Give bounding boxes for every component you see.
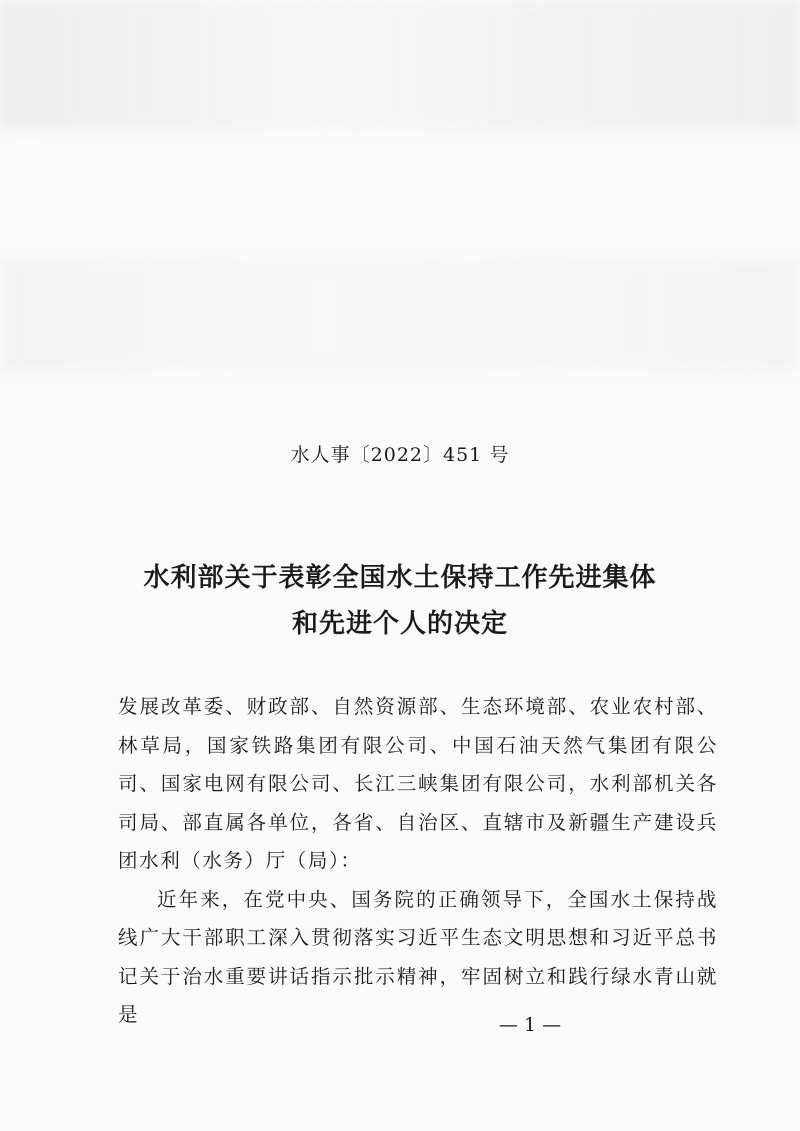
document-body bbox=[118, 688, 718, 1035]
scanned-header-region bbox=[0, 0, 800, 130]
page-number: — 1 — bbox=[498, 1014, 562, 1036]
body-paragraph: 近年来，在党中央、国务院的正确领导下，全国水土保持战线广大干部职工深入贯彻落实习近平生态文明思想和习近平总书记关于治水重要讲话指示批示精神，牢固树立和践行绿水青山就是 bbox=[118, 887, 718, 1026]
title-line-1: 水利部关于表彰全国水土保持工作先进集体 bbox=[143, 563, 657, 593]
document-number: 水人事〔2022〕451 号 bbox=[290, 444, 510, 466]
document-title bbox=[0, 555, 800, 647]
scanned-seal-region bbox=[0, 260, 800, 370]
title-line-2: 和先进个人的决定 bbox=[291, 609, 508, 639]
recipients-paragraph: 发展改革委、财政部、自然资源部、生态环境部、农业农村部、林草局，国家铁路集团有限公司、中国石油天然气集团有限公司、国家电网有限公司、长江三峡集团有限公司，水利部机关各司局、部直属各单位，各省、自治区、直辖市及新疆生产建设兵团水利（水务）厅（局）： bbox=[118, 695, 718, 872]
